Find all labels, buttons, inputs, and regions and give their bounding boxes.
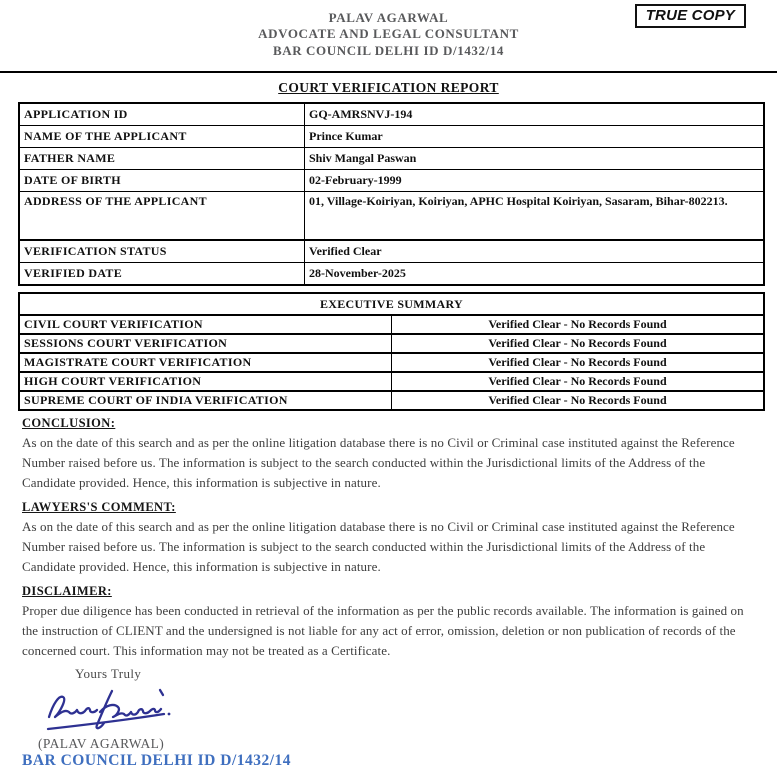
row-label: ADDRESS OF THE APPLICANT — [19, 192, 305, 241]
row-value: Verified Clear — [305, 240, 765, 263]
bar-council-id: BAR COUNCIL DELHI ID D/1432/14 — [22, 752, 292, 770]
table-row — [19, 240, 764, 263]
table-row — [19, 353, 764, 372]
section-disclaimer — [22, 584, 757, 661]
table-row — [19, 148, 764, 170]
table-row — [19, 263, 764, 286]
row-label: APPLICATION ID — [19, 103, 305, 126]
row-value: Prince Kumar — [305, 126, 765, 148]
row-value: GQ-AMRSNVJ-194 — [305, 103, 765, 126]
row-value: Verified Clear - No Records Found — [392, 372, 765, 391]
section-conclusion — [22, 416, 757, 493]
table-header-row — [19, 293, 764, 315]
section-body: As on the date of this search and as per the online litigation database there is no Civil or Criminal case instituted against the Reference Number raised before us. The information is subject to the search conducted within the Jurisdictional limits of the Address of the Candidate provided. Hence, this information is subjective in nature. — [22, 435, 735, 491]
divider-rule — [0, 71, 777, 73]
row-value: 28-November-2025 — [305, 263, 765, 286]
row-label: NAME OF THE APPLICANT — [19, 126, 305, 148]
section-heading: DISCLAIMER: — [22, 584, 112, 599]
table-row — [19, 103, 764, 126]
true-copy-stamp: TRUE COPY — [635, 4, 746, 28]
section-heading: CONCLUSION: — [22, 416, 116, 431]
row-label: HIGH COURT VERIFICATION — [19, 372, 392, 391]
row-value: Verified Clear - No Records Found — [392, 391, 765, 410]
table-row — [19, 372, 764, 391]
signatory-name: (PALAV AGARWAL) — [38, 736, 165, 752]
applicant-table — [18, 102, 765, 286]
row-label: VERIFIED DATE — [19, 263, 305, 286]
table-row — [19, 192, 764, 241]
row-label: SESSIONS COURT VERIFICATION — [19, 334, 392, 353]
closing-phrase: Yours Truly — [75, 666, 142, 682]
row-value: Shiv Mangal Paswan — [305, 148, 765, 170]
row-label: SUPREME COURT OF INDIA VERIFICATION — [19, 391, 392, 410]
report-title: COURT VERIFICATION REPORT — [278, 80, 499, 96]
executive-summary-heading: EXECUTIVE SUMMARY — [19, 293, 764, 315]
section-lawyers-comment — [22, 500, 757, 577]
signature-image — [42, 684, 777, 734]
row-value: 02-February-1999 — [305, 170, 765, 192]
table-row — [19, 391, 764, 410]
row-value: Verified Clear - No Records Found — [392, 315, 765, 334]
section-heading: LAWYERS'S COMMENT: — [22, 500, 176, 515]
row-value: Verified Clear - No Records Found — [392, 353, 765, 372]
section-body: As on the date of this search and as per the online litigation database there is no Civil or Criminal case instituted against the Reference Number raised before us. The information is subject to the search conducted within the Jurisdictional limits of the Address of the Candidate provided. Hence, this information is subjective in nature. — [22, 519, 735, 575]
row-label: MAGISTRATE COURT VERIFICATION — [19, 353, 392, 372]
executive-summary-table — [18, 292, 765, 411]
row-label: DATE OF BIRTH — [19, 170, 305, 192]
table-row — [19, 315, 764, 334]
letterhead-bar-id: BAR COUNCIL DELHI ID D/1432/14 — [272, 42, 505, 58]
letterhead-name: PALAV AGARWAL — [328, 10, 449, 25]
section-body: Proper due diligence has been conducted in retrieval of the information as per the public records available. The information is gained on the instruction of CLIENT and the undersigned is not liable for any act of error, omission, deletion or non publication of records of the concerned court. This information may not be treated as a Certificate. — [22, 603, 744, 659]
row-label: FATHER NAME — [19, 148, 305, 170]
signature-strokes — [48, 690, 170, 729]
letterhead-role: ADVOCATE AND LEGAL CONSULTANT — [258, 26, 519, 42]
row-label: CIVIL COURT VERIFICATION — [19, 315, 392, 334]
table-row — [19, 126, 764, 148]
row-value: Verified Clear - No Records Found — [392, 334, 765, 353]
row-value: 01, Village-Koiriyan, Koiriyan, APHC Hospital Koiriyan, Sasaram, Bihar-802213. — [305, 192, 765, 241]
row-label: VERIFICATION STATUS — [19, 240, 305, 263]
table-row — [19, 170, 764, 192]
table-row — [19, 334, 764, 353]
